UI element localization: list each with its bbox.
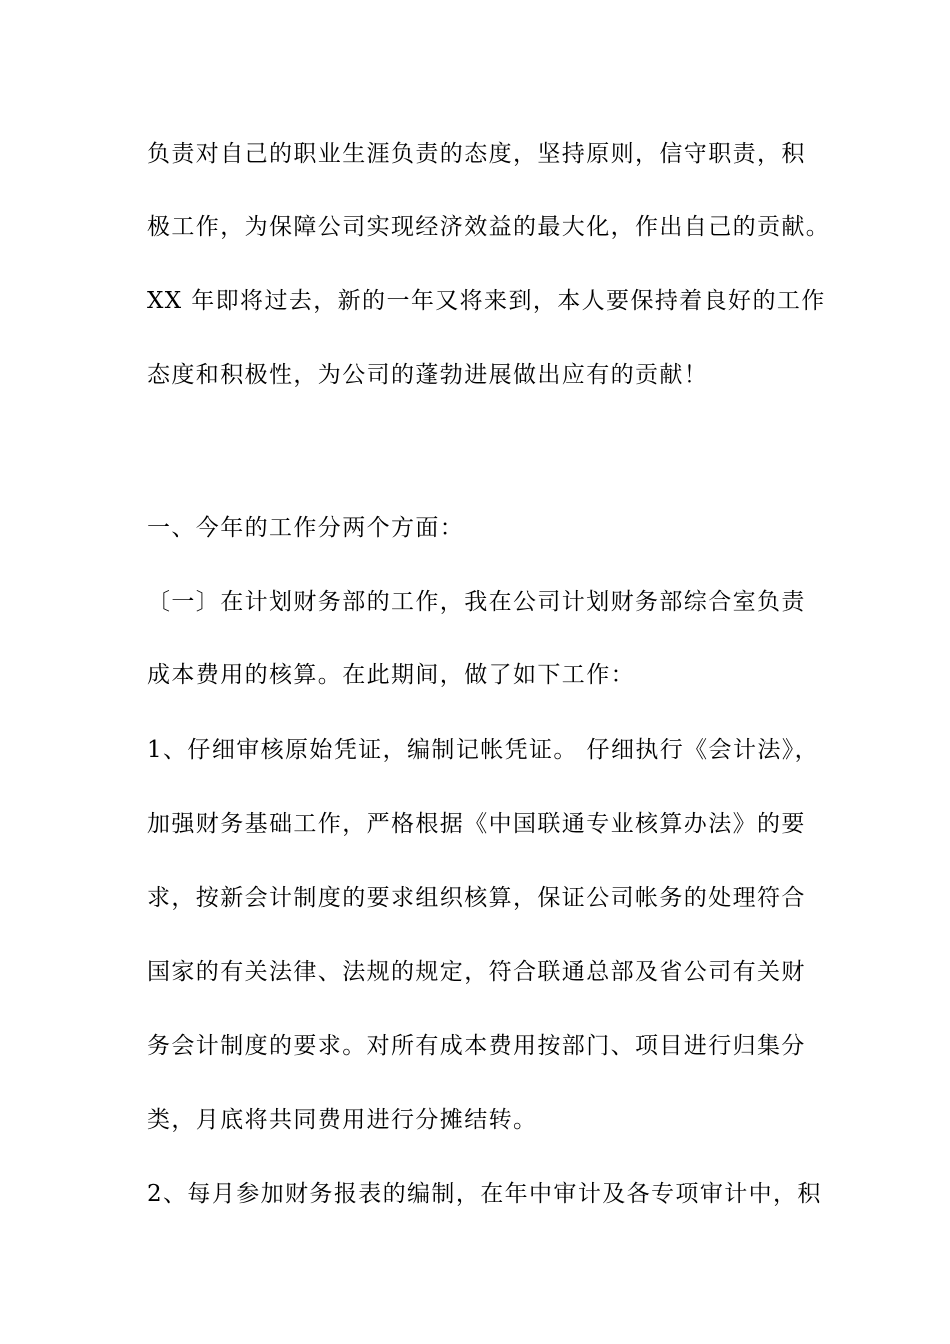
text-line: 国家的有关法律、法规的规定，符合联通总部及省公司有关财 [147, 959, 806, 985]
text-line: 1、仔细审核原始凭证，编制记帐凭证。 仔细执行《会计法》， [147, 737, 820, 763]
text-line: 务会计制度的要求。对所有成本费用按部门、项目进行归集分 [147, 1033, 806, 1059]
text-line: 〔一〕在计划财务部的工作，我在公司计划财务部综合室负责 [147, 589, 806, 615]
text-line: 2、每月参加财务报表的编制，在年中审计及各专项审计中，积 [147, 1181, 822, 1207]
text-line: 加强财务基础工作，严格根据《中国联通专业核算办法》的要 [147, 811, 806, 837]
text-line: 负责对自己的职业生涯负责的态度，坚持原则，信守职责，积 [147, 141, 806, 167]
text-line: 态度和积极性，为公司的蓬勃进展做出应有的贡献！ [147, 362, 709, 388]
text-line: 成本费用的核算。在此期间，做了如下工作： [147, 662, 635, 688]
section-heading: 一、今年的工作分两个方面： [147, 515, 465, 541]
text-line: XX 年即将过去，新的一年又将来到，本人要保持着良好的工作 [147, 288, 826, 314]
text-line: 求，按新会计制度的要求组织核算，保证公司帐务的处理符合 [147, 885, 806, 911]
text-line: 极工作，为保障公司实现经济效益的最大化，作出自己的贡献。 [147, 214, 831, 240]
text-line: 类，月底将共同费用进行分摊结转。 [147, 1107, 538, 1133]
